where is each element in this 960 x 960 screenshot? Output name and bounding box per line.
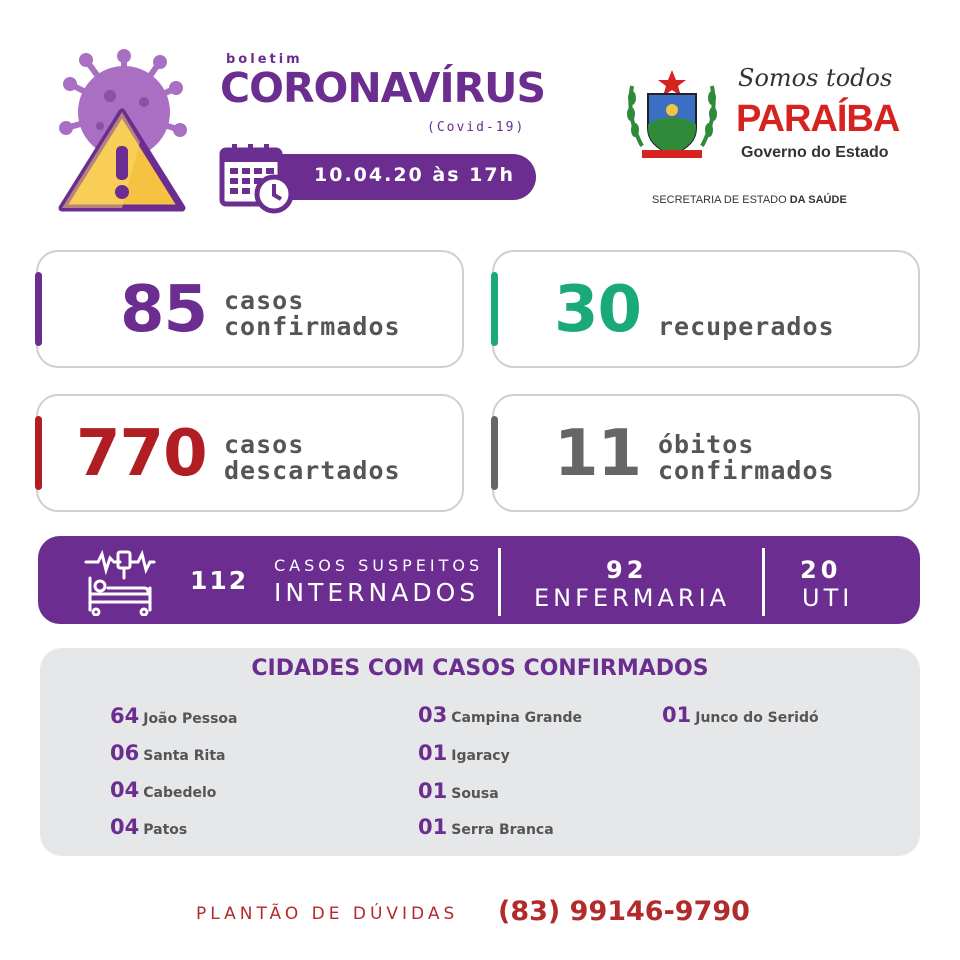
list-item: [418, 815, 554, 839]
discarded-count: 770: [76, 417, 207, 491]
city-name: Campina Grande: [451, 710, 582, 726]
city-count: 01: [418, 779, 448, 803]
ward-count: 92: [606, 556, 648, 584]
somos-todos-label: Somos todos: [738, 64, 893, 92]
page-subtitle: (Covid-19): [427, 120, 526, 135]
recovered-count: 30: [554, 273, 642, 347]
recovered-card: [492, 250, 920, 368]
suspects-count: 112: [190, 566, 249, 595]
confirmed-label-line2: confirmados: [224, 312, 401, 341]
list-item: [418, 741, 510, 765]
city-count: 01: [418, 815, 448, 839]
suspects-label-line1: CASOS SUSPEITOS: [274, 556, 484, 575]
discarded-accent-bar: [35, 416, 42, 490]
banner-divider-1: [498, 548, 501, 616]
list-item: [110, 704, 238, 728]
list-item: [110, 815, 187, 839]
recovered-label: recuperados: [658, 312, 835, 341]
city-count: 04: [110, 815, 140, 839]
list-item: [418, 779, 499, 803]
city-name: Santa Rita: [143, 748, 226, 764]
ward-label: ENFERMARIA: [534, 584, 731, 612]
list-item: [110, 778, 216, 802]
city-count: 04: [110, 778, 140, 802]
confirmed-accent-bar: [35, 272, 42, 346]
list-item: [110, 741, 225, 765]
banner-divider-2: [762, 548, 765, 616]
city-name: Cabedelo: [143, 785, 217, 801]
hotline-phone[interactable]: (83) 99146-9790: [498, 896, 750, 927]
governo-label: Governo do Estado: [741, 144, 889, 161]
list-item: [418, 703, 582, 727]
report-date: 10.04.20 às 17h: [314, 164, 516, 186]
deaths-accent-bar: [491, 416, 498, 490]
discarded-label-line2: descartados: [224, 456, 401, 485]
deaths-label-line2: confirmados: [658, 456, 835, 485]
city-name: Junco do Seridó: [695, 710, 819, 726]
suspects-label-line2: INTERNADOS: [274, 578, 480, 607]
city-name: Sousa: [451, 786, 499, 802]
city-count: 64: [110, 704, 140, 728]
confirmed-count: 85: [120, 273, 208, 347]
hotline-label: PLANTÃO DE DÚVIDAS: [196, 904, 459, 924]
confirmed-label-line1: casos: [224, 286, 305, 315]
city-count: 01: [418, 741, 448, 765]
icu-label: UTI: [802, 584, 854, 612]
city-name: Patos: [143, 822, 188, 838]
city-count: 01: [662, 703, 692, 727]
page-title: CORONAVÍRUS: [220, 64, 546, 112]
recovered-accent-bar: [491, 272, 498, 346]
icu-count: 20: [800, 556, 842, 584]
virus-warning-icon: [52, 48, 192, 218]
city-name: Serra Branca: [451, 822, 554, 838]
city-name: João Pessoa: [143, 711, 238, 727]
list-item: [662, 703, 819, 727]
deaths-count: 11: [554, 417, 642, 491]
coat-of-arms-icon: [622, 66, 722, 166]
discarded-card: [36, 394, 464, 512]
cities-title: CIDADES COM CASOS CONFIRMADOS: [251, 656, 709, 681]
secretaria-bold: DA SAÚDE: [789, 194, 847, 206]
hospital-bed-icon: [84, 548, 156, 616]
deaths-label-line1: óbitos: [658, 430, 755, 459]
city-name: Igaracy: [451, 748, 510, 764]
deaths-card: [492, 394, 920, 512]
boletim-label: boletim: [226, 52, 303, 67]
city-count: 03: [418, 703, 448, 727]
secretaria-label: [652, 194, 847, 206]
discarded-label-line1: casos: [224, 430, 305, 459]
calendar-clock-icon: [218, 142, 294, 214]
state-name: PARAÍBA: [736, 98, 900, 140]
city-count: 06: [110, 741, 140, 765]
confirmed-card: [36, 250, 464, 368]
secretaria-prefix: SECRETARIA DE ESTADO: [652, 194, 790, 206]
